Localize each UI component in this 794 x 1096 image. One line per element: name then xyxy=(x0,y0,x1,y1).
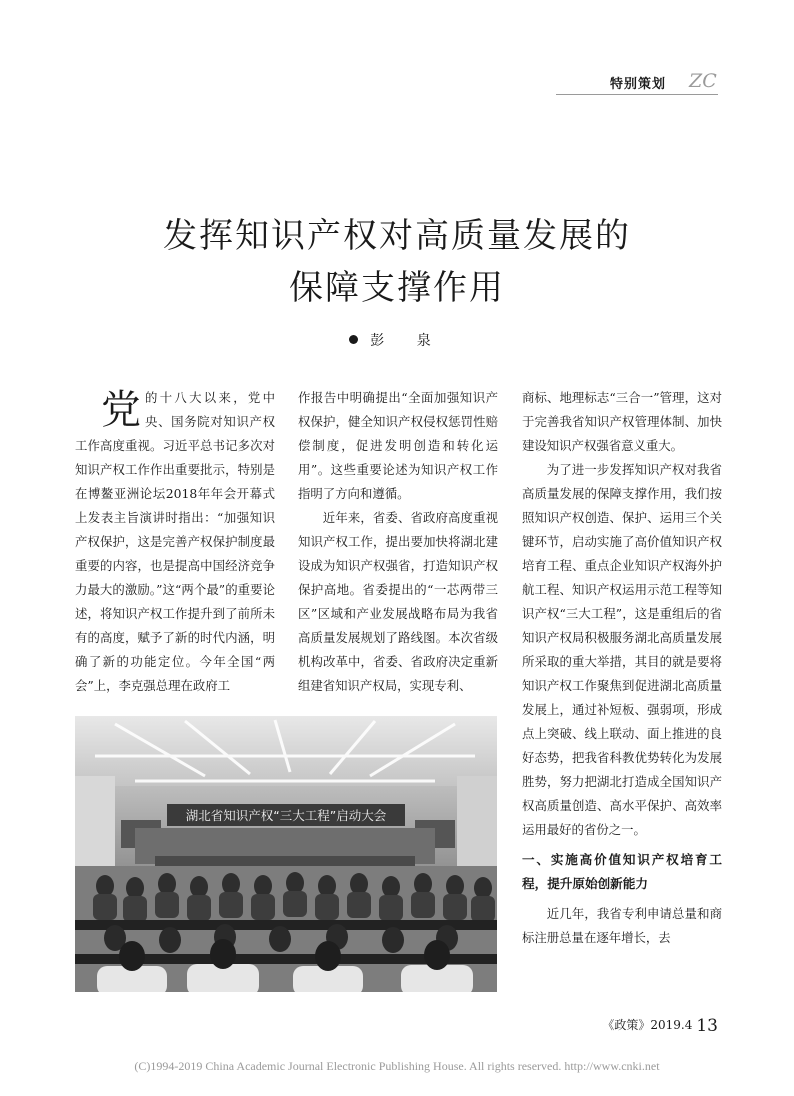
section-label: 特别策划 xyxy=(610,77,667,92)
author-byline xyxy=(0,330,794,350)
article-title-line-2: 保障支撑作用 xyxy=(289,268,505,308)
conference-photo xyxy=(75,716,497,992)
text-column-1 xyxy=(75,386,275,698)
header-rule xyxy=(556,94,718,95)
banner-text: 湖北省知识产权“三大工程”启动大会 xyxy=(185,808,387,823)
paragraph: 为了进一步发挥知识产权对我省高质量发展的保障支撑作用，我们按照知识产权创造、保护、运用三个关键环节，启动实施了高价值知识产权培育工程、重点企业知识产权海外护航工程、知识产权运用示范工程等知识产权“三大工程”，这是重组后的省知识产权局积极服务湖北高质量发展所采取的重大举措，其目的就是要将知识产权工作聚焦到促进湖北高质量发展上，通过补短板、强弱项，形成点上突破、线上联动、面上推进的良好态势，把我省科教优势转化为发展胜势，努力把湖北打造成全国知识产权高质量创造、高水平保护、高效率运用最好的省份之一。 xyxy=(522,462,722,837)
page-number: 13 xyxy=(696,1016,718,1036)
paragraph-text: 的十八大以来，党中央、国务院对知识产权工作高度重视。习近平总书记多次对知识产权工作作出重要批示，特别是在博鳌亚洲论坛2018年年会开幕式上发表主旨演讲时指出：“加强知识产权保护，这是完善产权保护制度最重要的内容，也是提高中国经济竞争力最大的激励。”这“两个最”的重要论述，将知识产权工作提升到了前所未有的高度，赋予了新的时代内涵，明确了新的功能定位。今年全国“两会”上，李克强总理在政府工 xyxy=(75,390,275,693)
zc-logo-mark xyxy=(688,68,722,94)
bullet-dot-icon xyxy=(349,335,358,344)
conference-photo-illustration xyxy=(75,716,497,992)
page-footer xyxy=(548,1016,718,1036)
paragraph: 作报告中明确提出“全面加强知识产权保护，健全知识产权侵权惩罚性赔偿制度，促进发明创造和转化运用”。这些重要论述为知识产权工作指明了方向和遵循。 xyxy=(298,390,498,501)
svg-text:ZC: ZC xyxy=(689,70,717,92)
section-header xyxy=(610,70,720,96)
article-title-line-1: 发挥知识产权对高质量发展的 xyxy=(163,216,631,256)
article-title xyxy=(0,210,794,314)
journal-issue: 《政策》2019.4 xyxy=(602,1018,693,1032)
text-column-3 xyxy=(522,386,722,950)
drop-cap: 党 xyxy=(101,387,141,433)
paragraph: 近年来，省委、省政府高度重视知识产权工作，提出要加快将湖北建设成为知识产权强省，打造知识产权保护高地。省委提出的“一芯两带三区”区域和产业发展战略布局为我省高质量发展规划了路线图。本次省级机构改革中，省委、省政府决定重新组建省知识产权局，实现专利、 xyxy=(298,510,498,693)
author-name: 彭 泉 xyxy=(370,333,445,349)
paragraph: 近几年，我省专利申请总量和商标注册总量在逐年增长，去 xyxy=(522,906,722,945)
section-heading: 一、实施高价值知识产权培育工程，提升原始创新能力 xyxy=(522,852,722,891)
paragraph xyxy=(75,386,275,698)
copyright-notice: (C)1994-2019 China Academic Journal Electronic Publishing House. All rights reserved. http://www.cnki.net xyxy=(134,1059,660,1073)
text-column-2 xyxy=(298,386,498,698)
paragraph: 商标、地理标志“三合一”管理，这对于完善我省知识产权管理体制、加快建设知识产权强省意义重大。 xyxy=(522,390,722,453)
